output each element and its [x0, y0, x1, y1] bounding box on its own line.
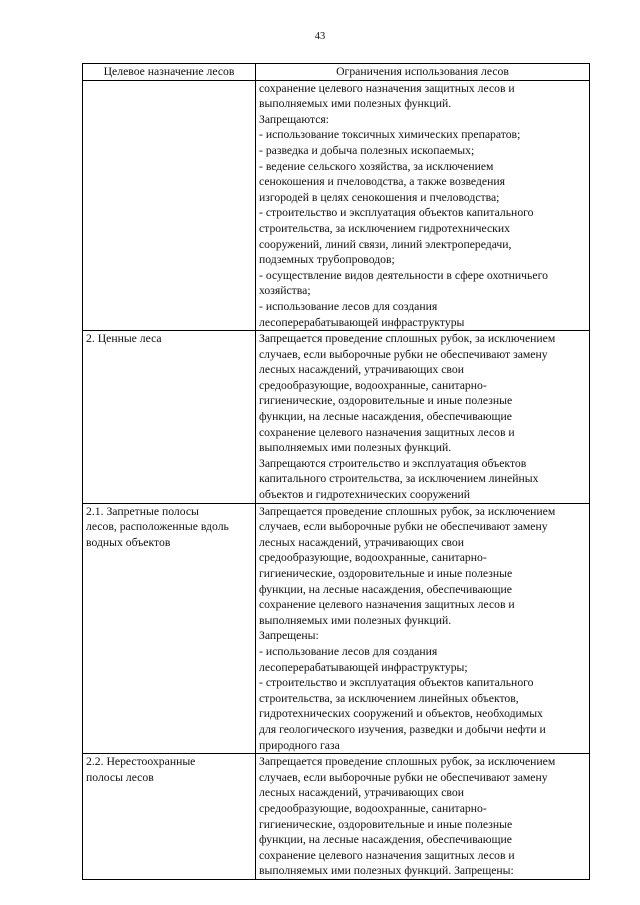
restriction-text-line: подземных трубопроводов;: [259, 253, 395, 267]
restriction-text-line: лесоперерабатывающей инфраструктуры;: [259, 660, 468, 674]
column-header-purpose: Целевое назначение лесов: [83, 64, 256, 81]
purpose-text-line: полосы лесов: [86, 770, 154, 784]
forest-restrictions-table: [82, 63, 590, 880]
restriction-text-line: лесных насаждений, утрачивающих свои: [259, 363, 464, 377]
restriction-text-line: сохранение целевого назначения защитных лесов и: [259, 598, 515, 612]
cell-forest-purpose: [83, 80, 256, 331]
restriction-text-line: природного газа: [259, 738, 340, 752]
restriction-text-line: функции, на лесные насаждения, обеспечивающие: [259, 582, 512, 596]
restriction-text-line: - строительство и эксплуатация объектов капитального: [259, 206, 534, 220]
restriction-text-line: Запрещается проведение сплошных рубок, за исключением: [259, 755, 556, 769]
restriction-text-line: лесоперерабатывающей инфраструктуры: [259, 315, 465, 329]
restriction-text-line: - использование токсичных химических препаратов;: [259, 128, 521, 142]
purpose-text-line: 2.1. Запретные полосы: [86, 504, 199, 518]
cell-usage-restrictions: [256, 80, 590, 331]
restriction-text-line: средообразующие, водоохранные, санитарно-: [259, 551, 487, 565]
table-body: [83, 80, 590, 879]
restriction-text-line: гигиенические, оздоровительные и иные полезные: [259, 394, 513, 408]
restriction-text-line: выполняемых ими полезных функций.: [259, 97, 452, 111]
table-row: [83, 754, 590, 880]
restriction-text-line: сохранение целевого назначения защитных лесов и: [259, 81, 515, 95]
cell-forest-purpose: [83, 331, 256, 504]
restriction-text-line: гигиенические, оздоровительные и иные полезные: [259, 817, 513, 831]
restriction-text-line: средообразующие, водоохранные, санитарно-: [259, 378, 487, 392]
restriction-text-line: средообразующие, водоохранные, санитарно-: [259, 801, 487, 815]
restriction-text-line: - использование лесов для создания: [259, 644, 438, 658]
purpose-text-line: водных объектов: [86, 535, 171, 549]
restriction-text-line: случаев, если выборочные рубки не обеспечивают замену: [259, 347, 548, 361]
restriction-text-line: лесных насаждений, утрачивающих свои: [259, 535, 464, 549]
column-header-restrictions: Ограничения использования лесов: [256, 64, 590, 81]
table-header: [83, 64, 590, 81]
restriction-text-line: выполняемых ими полезных функций. Запрещены:: [259, 864, 514, 878]
restriction-text-line: гигиенические, оздоровительные и иные полезные: [259, 567, 513, 580]
restriction-text-line: - разведка и добыча полезных ископаемых;: [259, 143, 475, 157]
table-row: [83, 80, 590, 331]
cell-usage-restrictions: [256, 754, 590, 880]
restriction-text-line: Запрещается проведение сплошных рубок, за исключением: [259, 332, 556, 346]
restriction-text-line: - ведение сельского хозяйства, за исключением: [259, 159, 494, 173]
cell-forest-purpose: [83, 754, 256, 880]
restriction-text-line: сохранение целевого назначения защитных лесов и: [259, 425, 515, 439]
table-row: [83, 503, 590, 754]
restriction-text-line: изгородей в целях сенокошения и пчеловодства;: [259, 190, 500, 204]
restriction-text-line: - строительство и эксплуатация объектов капитального: [259, 676, 534, 690]
restriction-text-line: случаев, если выборочные рубки не обеспечивают замену: [259, 770, 548, 784]
cell-forest-purpose: [83, 503, 256, 754]
restriction-text-line: Запрещаются:: [259, 112, 329, 126]
restriction-text-line: выполняемых ими полезных функций.: [259, 613, 452, 627]
restriction-text-line: объектов и гидротехнических сооружений: [259, 488, 471, 502]
restriction-text-line: Запрещены:: [259, 629, 319, 643]
restriction-text-line: сохранение целевого назначения защитных лесов и: [259, 848, 515, 862]
restriction-text-line: - использование лесов для создания: [259, 299, 438, 313]
restriction-text-line: функции, на лесные насаждения, обеспечивающие: [259, 410, 512, 424]
page-number: 43: [314, 31, 326, 42]
restriction-text-line: строительства, за исключением линейных объектов,: [259, 691, 519, 705]
restriction-text-line: случаев, если выборочные рубки не обеспечивают замену: [259, 520, 548, 534]
purpose-text-line: 2. Ценные леса: [86, 332, 162, 346]
restriction-text-line: сенокошения и пчеловодства, а также возведения: [259, 175, 505, 189]
table-row: [83, 331, 590, 504]
restriction-text-line: сооружений, линий связи, линий электропередачи,: [259, 237, 512, 251]
restriction-text-line: выполняемых ими полезных функций.: [259, 441, 452, 455]
restriction-text-line: гидротехнических сооружений и объектов, необходимых: [259, 707, 543, 721]
purpose-text-line: лесов, расположенные вдоль: [86, 520, 229, 534]
restriction-text-line: хозяйства;: [259, 284, 311, 298]
restriction-text-line: капитального строительства, за исключением линейных: [259, 472, 539, 486]
cell-usage-restrictions: [256, 503, 590, 754]
header-row: [83, 64, 590, 81]
restriction-text-line: лесных насаждений, утрачивающих свои: [259, 786, 464, 800]
purpose-text-line: 2.2. Нерестоохранные: [86, 755, 196, 769]
restriction-text-line: - осуществление видов деятельности в сфере охотничьего: [259, 268, 548, 282]
cell-usage-restrictions: [256, 331, 590, 504]
restriction-text-line: Запрещается проведение сплошных рубок, за исключением: [259, 504, 556, 518]
restriction-text-line: строительства, за исключением гидротехнических: [259, 221, 510, 235]
restriction-text-line: для геологического изучения, разведки и добычи нефти и: [259, 722, 546, 736]
restriction-text-line: функции, на лесные насаждения, обеспечивающие: [259, 833, 512, 847]
restriction-text-line: Запрещаются строительство и эксплуатация объектов: [259, 456, 527, 470]
